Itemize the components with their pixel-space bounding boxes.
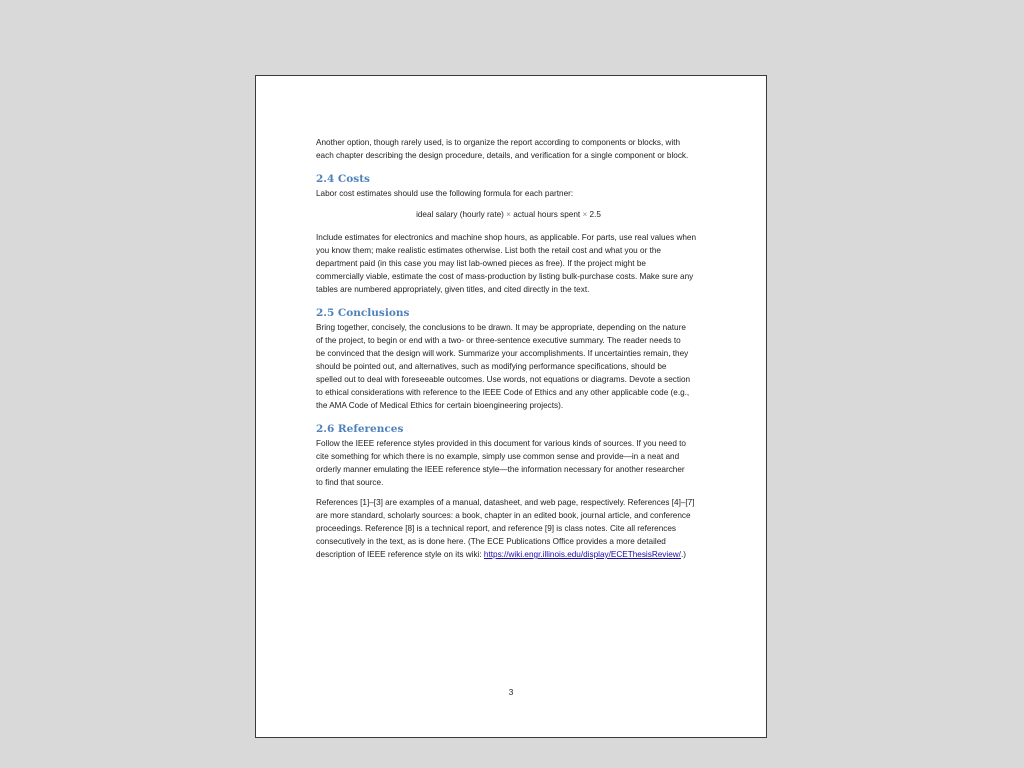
formula-salary: ideal salary (hourly rate) bbox=[416, 210, 504, 219]
formula-factor: 2.5 bbox=[589, 210, 601, 219]
link-prefix-text: description of IEEE reference style on its wiki: bbox=[316, 550, 484, 559]
text-line: each chapter describing the design procedure, details, and verification for a single component or block. bbox=[316, 151, 689, 160]
intro-paragraph bbox=[316, 136, 711, 162]
multiply-symbol: × bbox=[582, 210, 588, 219]
text-line: department paid (in this case you may list lab-owned pieces as free). If the project might be bbox=[316, 259, 646, 268]
heading-references: 2.6 References bbox=[316, 423, 404, 435]
page-number: 3 bbox=[508, 688, 514, 697]
text-line: to find that source. bbox=[316, 478, 384, 487]
text-line: Bring together, concisely, the conclusions to be drawn. It may be appropriate, depending on the nature bbox=[316, 323, 686, 332]
text-line: cite something for which there is no example, simply use common sense and provide—in a neat and bbox=[316, 452, 680, 461]
text-line: spelled out to deal with foreseeable outcomes. Use words, not equations or diagrams. Devote a section bbox=[316, 375, 691, 384]
text-line: be convinced that the design will work. Summarize your accomplishments. If uncertainties remain, they bbox=[316, 349, 689, 358]
text-line: References [1]–[3] are examples of a manual, datasheet, and web page, respectively. References [4]–[7] bbox=[316, 498, 695, 507]
document-page bbox=[255, 75, 767, 738]
text-line bbox=[316, 548, 711, 561]
cost-formula bbox=[316, 208, 711, 221]
text-line: orderly manner emulating the IEEE reference style—the information necessary for another researcher bbox=[316, 465, 685, 474]
costs-body bbox=[316, 231, 711, 296]
text-line: should be pointed out, and alternatives, such as modifying performance specifications, should be bbox=[316, 362, 667, 371]
wiki-link[interactable]: https://wiki.engr.illinois.edu/display/ECEThesisReview/ bbox=[483, 550, 681, 559]
text-line: tables are numbered appropriately, given titles, and cited directly in the text. bbox=[316, 285, 590, 294]
text-line: consecutively in the text, as is done here. (The ECE Publications Office provides a more detailed bbox=[316, 537, 666, 546]
text-line: Follow the IEEE reference styles provided in this document for various kinds of sources. If you need to bbox=[316, 439, 686, 448]
link-suffix-text: .) bbox=[680, 550, 686, 559]
text-line: the AMA Code of Medical Ethics for certain bioengineering projects). bbox=[316, 401, 564, 410]
text-line: to ethical considerations with reference to the IEEE Code of Ethics and any other applicable code (e.g., bbox=[316, 388, 690, 397]
multiply-symbol: × bbox=[506, 210, 511, 219]
text-line: commercially viable, estimate the cost of mass-production by listing bulk-purchase costs. Make sure any bbox=[316, 272, 694, 281]
text-line: Include estimates for electronics and machine shop hours, as applicable. For parts, use real values when bbox=[316, 233, 697, 242]
references-paragraph-1 bbox=[316, 437, 711, 489]
text-line: are more standard, scholarly sources: a book, chapter in an edited book, journal article, and conference bbox=[316, 511, 691, 520]
heading-conclusions: 2.5 Conclusions bbox=[316, 307, 410, 319]
text-line: you know them; make realistic estimates otherwise. List both the retail cost and what you or the bbox=[316, 246, 661, 255]
text-line: Labor cost estimates should use the following formula for each partner: bbox=[316, 189, 574, 198]
text-line: proceedings. Reference [8] is a technical report, and reference [9] is class notes. Cite all references bbox=[316, 524, 676, 533]
costs-intro bbox=[316, 187, 711, 200]
page-content bbox=[316, 136, 711, 568]
heading-costs: 2.4 Costs bbox=[316, 173, 370, 185]
conclusions-body bbox=[316, 321, 711, 412]
references-paragraph-2 bbox=[316, 496, 711, 561]
text-line: of the project, to begin or end with a two- or three-sentence executive summary. The reader needs to bbox=[316, 336, 681, 345]
formula-hours: actual hours spent bbox=[513, 210, 581, 219]
text-line: Another option, though rarely used, is to organize the report according to components or blocks, with bbox=[316, 138, 681, 147]
